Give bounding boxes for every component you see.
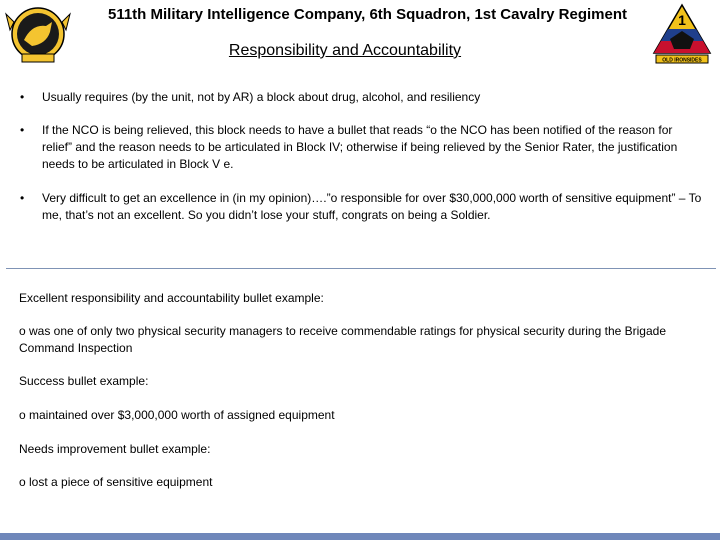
bullet-marker: • (20, 191, 25, 205)
needs-improvement-example-text: o lost a piece of sensitive equipment (19, 475, 213, 489)
bullet-text: Very difficult to get an excellence in (in my opinion)….”o responsible for over $30,000,000 worth of sensitive equipment” – To me, that’s not an excellent. So you didn’t lose your stuff, congrats on being a Soldier. (42, 191, 702, 222)
page-subtitle: Responsibility and Accountability (228, 42, 462, 59)
patch-banner: OLD IRONSIDES (662, 57, 702, 64)
success-example-heading: Success bullet example: (19, 374, 149, 388)
bullet-marker: • (20, 90, 25, 104)
first-armored-division-patch-icon (652, 3, 712, 65)
needs-improvement-example-heading: Needs improvement bullet example: (19, 442, 211, 456)
page-title: 511th Military Intelligence Company, 6th Squadron, 1st Cavalry Regiment (107, 6, 628, 23)
bullet-text: If the NCO is being relieved, this block needs to have a bullet that reads “o the NCO has been notified of the reason for relief” and the reason needs to be articulated in Block IV; otherwise if being relieved by the Senior Rater, the justification needs to be articulated in Block V e. (42, 123, 678, 171)
bullet-marker: • (20, 123, 25, 137)
patch-number: 1 (678, 12, 686, 28)
bullet-text: Usually requires (by the unit, not by AR) a block about drug, alcohol, and resiliency (42, 90, 481, 104)
success-example-text: o maintained over $3,000,000 worth of assigned equipment (19, 408, 335, 422)
military-intelligence-insignia-icon (2, 4, 74, 64)
excellent-example-heading: Excellent responsibility and accountability bullet example: (19, 291, 324, 305)
bottom-accent-bar (0, 533, 720, 540)
section-divider (6, 268, 716, 269)
excellent-example-text: o was one of only two physical security managers to receive commendable ratings for physical security during the Brigade Command Inspection (19, 324, 666, 355)
